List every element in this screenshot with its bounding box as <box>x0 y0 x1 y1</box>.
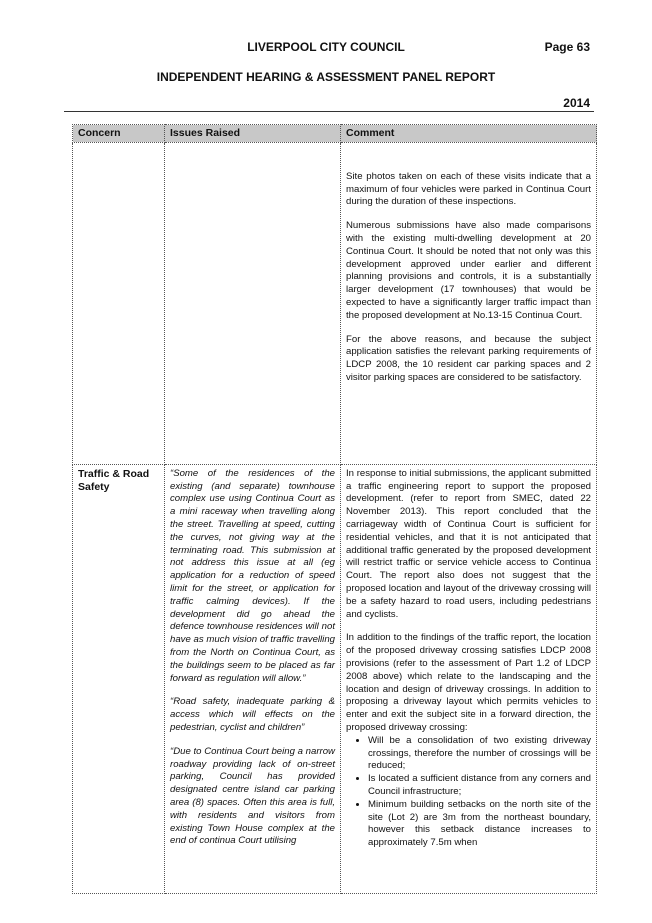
list-item: • Minimum building setbacks on the north site of the site (Lot 2) are 3m from the northeast boundary, however this setback distance increases to approximately 7.5m when <box>368 799 591 850</box>
bullet-list <box>346 735 591 850</box>
concern-cell <box>73 142 165 464</box>
issue-quote: “Due to Continua Court being a narrow roadway providing lack of on-street parking, Council has provided designated centre island car parking area (8) spaces. Often this area is full, with residents and visitors from existing Town House complex at the end of continua Court utilising <box>170 745 335 847</box>
council-name: LIVERPOOL CITY COUNCIL <box>247 40 405 54</box>
report-title: INDEPENDENT HEARING & ASSESSMENT PANEL REPORT <box>156 70 496 84</box>
table-header-row <box>73 125 597 143</box>
comment-paragraph: Site photos taken on each of these visits indicate that a maximum of four vehicles were parked in Continua Court during the duration of these inspections. <box>346 170 591 208</box>
comment-paragraph: In response to initial submissions, the applicant submitted a traffic engineering report to support the proposed development. (refer to report from SMEC, dated 22 November 2013). This report concluded that the carriageway width of Continua Court is sufficient for residential vehicles, and that it is not anticipated that additional traffic generated by the proposed development will restrict traffic or service vehicle access to Continua Court. The report also does not suggest that the proposed location and layout of the driveway crossing will be a safety hazard to road users, including pedestrians and cyclists. <box>346 467 591 620</box>
issue-quote: “Road safety, inadequate parking & access which will effects on the pedestrian, cyclist and children” <box>170 696 335 733</box>
comment-paragraph: Numerous submissions have also made comparisons with the existing multi-dwelling development at 20 Continua Court. It should be noted that not only was this development approved under earlier and different planning provisions and controls, it is a substantially larger development (17 townhouses) that would be expected to have a significantly larger traffic impact than the proposed development at No.13-15 Continua Court. <box>346 220 591 321</box>
comment-paragraph: In addition to the findings of the traffic report, the location of the proposed driveway crossing satisfies LDCP 2008 provisions (refer to the assessment of Part 1.2 of LDCP 2008 above) which relate to the landscaping and the location and design of driveway crossings. In addition to proposing a driveway layout which permits vehicles to enter and exit the subject site in a forward direction, the proposed driveway crossing: <box>346 632 591 733</box>
list-item: • Is located a sufficient distance from any corners and Council infrastructure; <box>368 773 591 799</box>
page-number: Page 63 <box>544 40 590 54</box>
comment-cell <box>341 464 597 893</box>
assessment-table <box>72 124 597 894</box>
table-row <box>73 142 597 464</box>
list-item: • Will be a consolidation of two existing driveway crossings, therefore the number of crossings will be reduced; <box>368 735 591 773</box>
issue-quote: “Some of the residences of the existing (and separate) townhouse complex use using Continua Court as a mini raceway when travelling along the street. Travelling at speed, cutting the curves, not giving way at the terminating road. This submission at not address this issue at all (eg application for a reduction of speed limit for the street, or application for traffic calming devices). If the development did go ahead the defence townhouse residences will not have as much vision of traffic travelling from the North on Continua Court, as the buildings seem to be placed as far forward as regulation will allow.” <box>170 467 335 684</box>
table-row <box>73 464 597 893</box>
issues-cell <box>165 142 341 464</box>
report-year: 2014 <box>563 96 590 110</box>
header-divider <box>64 111 594 112</box>
comment-paragraph: For the above reasons, and because the subject application satisfies the relevant parking requirements of LDCP 2008, the 10 resident car parking spaces and 2 visitor parking spaces are considered to be satisfactory. <box>346 333 591 383</box>
column-header-comment: Comment <box>341 125 597 143</box>
issues-cell <box>165 464 341 893</box>
column-header-issues: Issues Raised <box>165 125 341 143</box>
comment-cell <box>341 142 597 464</box>
column-header-concern: Concern <box>73 125 165 143</box>
concern-cell: Traffic & Road Safety <box>73 464 165 893</box>
